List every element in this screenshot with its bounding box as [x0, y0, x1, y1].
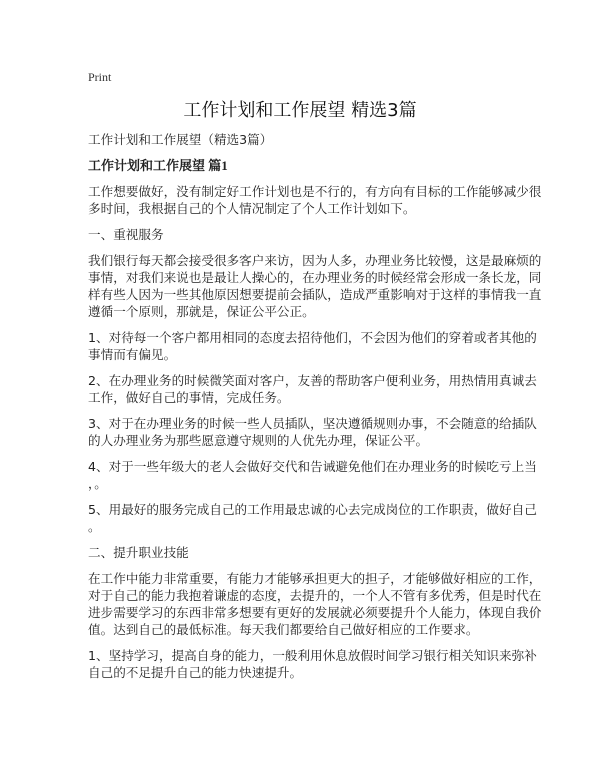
- document-title: 工作计划和工作展望 精选3篇: [183, 100, 417, 121]
- service-paragraph: 我们银行每天都会接受很多客户来访，因为人多，办理业务比较慢，这是最麻烦的 事情，对我们来说也是最让人操心的，在办理业务的时候经常会形成一条长龙，同 样有些人因为一些其他原因想要提前会插队，造成严重影响对于这样的事情我一直 遵循一个原则，那就是，保证公平公正。: [88, 253, 542, 319]
- list-item: 5、用最好的服务完成自己的工作用最忠诚的心去完成岗位的工作职责，做好自己 。: [88, 502, 537, 534]
- list-item: 1、对待每一个客户都用相同的态度去招待他们，不会因为他们的穿着或者其他的 事情而有偏见。: [88, 330, 537, 362]
- heading-service: 一、重视服务: [88, 227, 164, 242]
- list-item: 1、坚持学习，提高自身的能力，一般利用休息放假时间学习银行相关知识来弥补 自己的不足提升自己的能力快速提升。: [88, 648, 537, 680]
- list-item: 4、对于一些年级大的老人会做好交代和告诫避免他们在办理业务的时候吃亏上当 ，。: [88, 459, 537, 491]
- section-heading: 工作计划和工作展望 篇1: [88, 158, 228, 173]
- intro-paragraph: 工作想要做好，没有制定好工作计划也是不行的，有方向有目标的工作能够减少很 多时间，我根据自己的个人情况制定了个人工作计划如下。: [88, 184, 542, 216]
- heading-skills: 二、提升职业技能: [88, 545, 189, 560]
- list-item: 2、在办理业务的时候微笑面对客户，友善的帮助客户便利业务，用热情用真诚去 工作，做好自己的事情，完成任务。: [88, 373, 537, 405]
- print-link[interactable]: Print: [88, 70, 112, 84]
- list-item: 3、对于在办理业务的时候一些人员插队，坚决遵循规则办事，不会随意的给插队 的人办理业务为那些愿意遵守规则的人优先办理，保证公平。: [88, 416, 537, 448]
- document-subtitle: 工作计划和工作展望（精选3篇）: [88, 132, 273, 147]
- skills-paragraph: 在工作中能力非常重要，有能力才能够承担更大的担子，才能够做好相应的工作， 对于自己的能力我抱着谦虚的态度，去提升的，一个人不管有多优秀，但是时代在 进步需要学习的东西非常多想要有更好的发展就必须要提升个人能力，体现自我价 值。达到自己的最低标准。每天我们都要给自己做好相应的工作要求。: [88, 571, 542, 637]
